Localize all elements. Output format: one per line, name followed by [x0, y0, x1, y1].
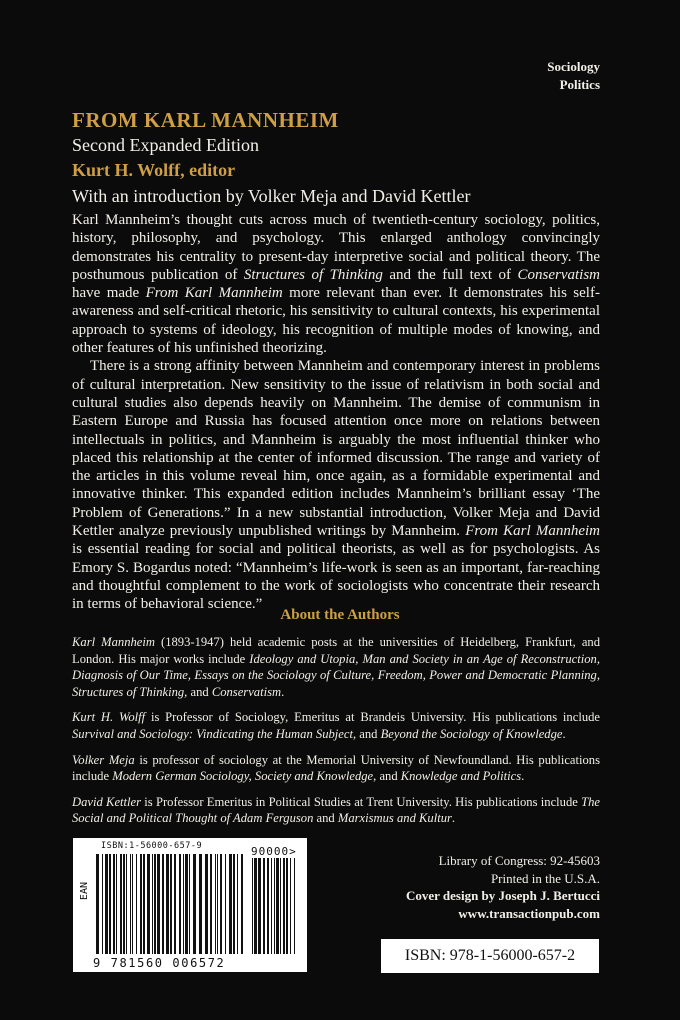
barcode-bar [233, 854, 235, 954]
publication-credits [406, 852, 600, 922]
barcode-bar [286, 858, 288, 954]
barcode-bars [95, 854, 245, 954]
barcode-bar [154, 854, 156, 954]
book-introduction-credit: With an introduction by Volker Meja and David Kettler [72, 186, 471, 206]
barcode-bar [132, 854, 133, 954]
barcode-bar [276, 858, 279, 954]
barcode-bar [225, 854, 226, 954]
barcode-bar [274, 858, 275, 954]
barcode-bar [185, 854, 188, 954]
barcode-bar [220, 854, 222, 954]
barcode-bar [96, 854, 99, 954]
isbn-box: ISBN: 978-1-56000-657-2 [381, 939, 599, 973]
barcode-bar [241, 854, 243, 954]
barcode-bar [123, 854, 125, 954]
barcode-bar [162, 854, 164, 954]
author-bio: David Kettler is Professor Emeritus in Political Studies at Trent University. His publications include The Social and Political Thought of Adam Ferguson and Marxismus and Kultur. [72, 794, 600, 826]
library-of-congress: Library of Congress: 92-45603 [438, 853, 600, 868]
barcode [73, 838, 307, 972]
barcode-bar [189, 854, 190, 954]
barcode-addon-number: 90000> [251, 845, 297, 858]
barcode-bar [140, 854, 142, 954]
barcode-bar [152, 854, 153, 954]
barcode-bar [157, 854, 160, 954]
cover-design-credit: Cover design by Joseph J. Bertucci [405, 888, 600, 903]
barcode-bar [283, 858, 285, 954]
barcode-bar [136, 854, 137, 954]
barcode-bar [252, 858, 253, 954]
barcode-bar [267, 858, 269, 954]
publisher-website: www.transactionpub.com [458, 905, 600, 921]
barcode-bar [109, 854, 111, 954]
barcode-bar [290, 858, 291, 954]
book-title: FROM KARL MANNHEIM [72, 108, 339, 132]
barcode-bar [215, 854, 216, 954]
barcode-ean-label: EAN [79, 882, 90, 901]
barcode-bar [193, 854, 196, 954]
barcode-bar [210, 854, 212, 954]
barcode-bar [280, 858, 281, 954]
barcode-bar [147, 854, 150, 954]
description-paragraph: There is a strong affinity between Mannheim and contemporary interest in problems of cultural interpretation. New sensitivity to the issue of relativism in both social and cultural studies also depends heavily on Mannheim. The demise of communism in Eastern Europe and Russia has focused attention once more on relations between intellectuals in politics, and Mannheim is arguably the most influential thinker who placed this relationship at the center of informed discussion. The range and variety of the articles in this volume reveal him, once again, as a formidable experimental and innovative thinker. This expanded edition includes Mannheim’s brilliant essay ‘The Problem of Generations.” In a new substantial introduction, Volker Meja and David Kettler analyze previously unpublished writings by Mannheim. From Karl Mannheim is essential reading for social and political theorists, as well as for psychologists. As Emory S. Bogardus noted: “Mannheim’s life-work is seen as an important, far-reaching and thoughtful complement to the work of sociologists who concentrate their research in terms of behavioral science.” [72, 358, 600, 613]
barcode-bar [237, 854, 238, 954]
barcode-bar [116, 854, 117, 954]
barcode-bar [113, 854, 115, 954]
book-edition: Second Expanded Edition [72, 135, 259, 155]
barcode-bar [179, 854, 181, 954]
subject-categories [547, 58, 600, 94]
description-paragraph: Karl Mannheim’s thought cuts across much of twentieth-century sociology, politics, history, philosophy, and psychology. This enlarged anthology convincingly demonstrates his centrality to present-day interpretive social and political theory. The posthumous publication of Structures of Thinking and the full text of Conservatism have made From Karl Mannheim more relevant than ever. It demonstrates his self-awareness and self-critical rhetoric, his sensitivity to cultural contexts, his experimental approach to systems of ideology, his recognition of multiple modes of knowing, and other features of his unfinished theorizing. [72, 212, 601, 357]
barcode-bar [217, 854, 218, 954]
barcode-isbn-text: ISBN:1-56000-657-9 [101, 841, 203, 851]
author-bio: Volker Meja is professor of sociology at the Memorial University of Newfoundland. His publications include Modern German Sociology, Society and Knowledge, and Knowledge and Politics. [72, 752, 600, 784]
barcode-bar [205, 854, 208, 954]
barcode-bar [263, 858, 265, 954]
barcode-number: 9 781560 006572 [93, 956, 226, 970]
barcode-bar [271, 858, 272, 954]
barcode-bar [254, 858, 257, 954]
barcode-bar [102, 854, 103, 954]
barcode-bar [183, 854, 184, 954]
category-label: Sociology [547, 59, 600, 74]
barcode-bar [120, 854, 122, 954]
barcode-bar [143, 854, 145, 954]
author-bio: Kurt H. Wolff is Professor of Sociology, Emeritus at Brandeis University. His publications include Survival and Sociology: Vindicating the Human Subject, and Beyond the Sociology of Knowledge. [72, 710, 600, 741]
barcode-addon-bars [251, 858, 297, 954]
book-description [72, 211, 600, 614]
author-bios [72, 634, 600, 836]
barcode-bar [126, 854, 127, 954]
barcode-bar [199, 854, 202, 954]
barcode-bar [258, 858, 261, 954]
book-editor: Kurt H. Wolff, editor [72, 160, 236, 180]
barcode-bar [174, 854, 176, 954]
barcode-bar [229, 854, 232, 954]
author-bio: Karl Mannheim (1893-1947) held academic posts at the universities of Heidelberg, Frankfurt, and London. His major works include Ideology and Utopia, Man and Society in an Age of Reconstruction, Diagnosis of Our Time, Essays on the Sociology of Culture, Freedom, Power and Democratic Planning, Structures of Thinking, and Conservatism. [72, 635, 601, 699]
barcode-bar [294, 858, 295, 954]
about-authors-heading: About the Authors [280, 607, 400, 623]
barcode-bar [166, 854, 169, 954]
printed-in: Printed in the U.S.A. [490, 870, 600, 886]
category-label: Politics [559, 77, 600, 92]
barcode-bar [105, 854, 108, 954]
barcode-bar [130, 854, 131, 954]
barcode-bar [170, 854, 172, 954]
